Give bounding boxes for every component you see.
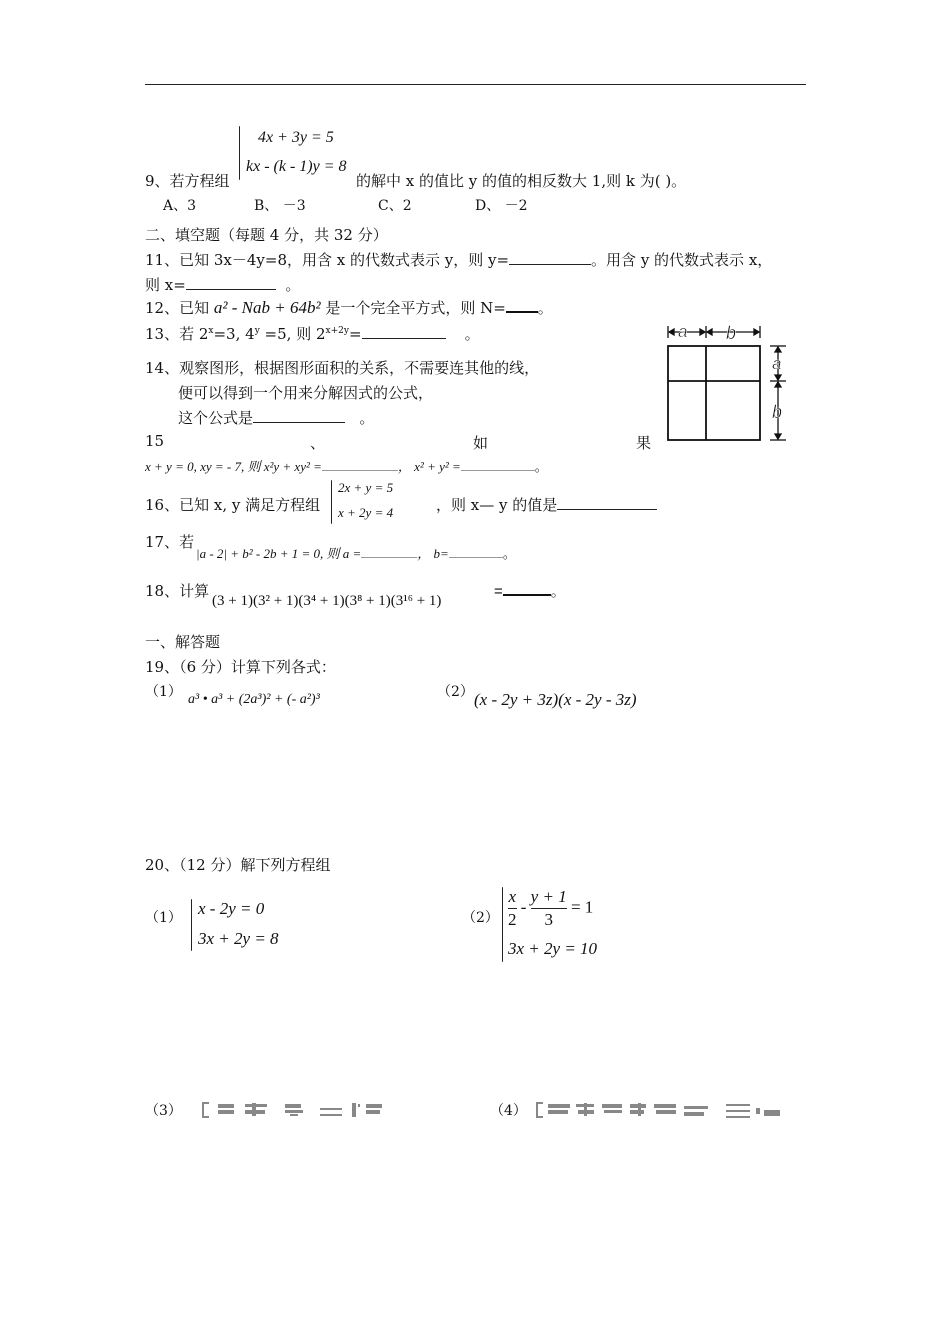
q19-part1-label: （1） — [145, 684, 182, 700]
q17-end: 。 — [502, 546, 516, 561]
q13-end: 。 — [464, 325, 480, 343]
q20-part2-minus: - — [520, 897, 527, 917]
q14-line3 — [178, 407, 374, 428]
q9-brace — [239, 126, 240, 180]
q13-text-b: =3, 4 — [213, 325, 255, 343]
q15-word-2: 果 — [636, 434, 652, 452]
figure-label-a-top: a — [678, 322, 688, 341]
q11-line1 — [145, 249, 772, 270]
q9-prefix: 9、若方程组 — [145, 172, 230, 190]
q20-part2-fraction-2 — [531, 886, 567, 931]
q13-blank — [362, 324, 446, 339]
q20-part2-frac1-num: x — [508, 886, 517, 909]
q15-sep: 、 — [310, 434, 326, 452]
q14-text-b: 。 — [359, 409, 375, 427]
q16-blank — [557, 495, 657, 510]
q19-part2-expression: (x - 2y + 3z)(x - 2y - 3z) — [474, 690, 637, 709]
q9-option-b: B、 －3 — [254, 198, 306, 214]
q17-blank-b — [449, 545, 503, 558]
q12-expression: a² - Nab + 64b² — [213, 298, 321, 317]
q15-word-1: 如 — [473, 434, 489, 452]
q9-equation-2: kx - (k - 1)y = 8 — [246, 158, 347, 175]
q11-text-b: 。用含 y 的代数式表示 x， — [591, 251, 773, 269]
q15-condition-line — [145, 456, 548, 475]
q15-blank-2 — [461, 458, 535, 471]
q12-prefix: 12、已知 — [145, 299, 210, 317]
q13-text-a: 13、若 2 — [145, 325, 209, 343]
q19-part2-label: （2） — [437, 684, 474, 700]
q16-equation-2: x + 2y = 4 — [338, 505, 394, 520]
q16-suffix: ，则 x— y 的值是 — [436, 496, 558, 514]
q12-blank — [506, 297, 538, 313]
q9-option-c: C、2 — [378, 198, 412, 214]
q20-part2-frac1-den: 2 — [508, 910, 517, 929]
q11-blank-x — [186, 275, 276, 290]
q20-part4-label: （4） — [490, 1103, 527, 1119]
q20-title: 20、（12 分）解下列方程组 — [145, 856, 331, 874]
figure-label-b-top: b — [726, 323, 737, 343]
q17-expression-line — [196, 543, 516, 562]
q16-prefix: 16、已知 x, y 满足方程组 — [145, 496, 321, 514]
q14-text-a: 这个公式是 — [178, 409, 254, 427]
q19-title: 19、（6 分）计算下列各式： — [145, 658, 336, 676]
q17-blank-a — [361, 545, 417, 558]
figure-label-b-side: b — [772, 402, 783, 422]
q19-part1-expression: a³ • a³ + (2a³)² + (- a²)³ — [188, 692, 320, 707]
q15-end: 。 — [534, 459, 548, 474]
q12-end: 。 — [537, 299, 553, 317]
q13-sup-c: x+2y — [325, 326, 349, 336]
q13-sup-a: x — [208, 326, 214, 336]
q20-part4-garbled-equation — [534, 1100, 786, 1120]
q15-condition: x + y = 0, xy = - 7, 则 x²y + xy² = — [145, 459, 322, 474]
q13-sup-b: y — [254, 326, 260, 336]
q20-part1-equation-2: 3x + 2y = 8 — [198, 929, 279, 948]
square-area-figure — [662, 318, 812, 446]
q11-text-a: 11、已知 3x－4y=8，用含 x 的代数式表示 y，则 y= — [145, 251, 510, 269]
q20-part3-garbled-equation — [200, 1100, 395, 1120]
q18-prefix: 18、计算 — [145, 582, 210, 600]
q17-expression: |a - 2| + b² - 2b + 1 = 0, 则 a = — [196, 546, 362, 561]
q9-option-a: A、3 — [163, 198, 197, 214]
q14-line1: 14、观察图形，根据图形面积的关系，不需要连其他的线， — [145, 359, 540, 377]
q9-option-d: D、 －2 — [475, 198, 528, 214]
q13-text-d: = — [348, 325, 362, 343]
q20-part2-label: （2） — [462, 910, 499, 926]
q20-part2-frac2-num: y + 1 — [531, 886, 567, 909]
q11-text-d: 。 — [285, 276, 301, 294]
q17-prefix: 17、若 — [145, 533, 195, 551]
q20-part2-fraction-1 — [508, 886, 517, 931]
figure-outer-square — [668, 346, 760, 440]
q20-part1-brace — [191, 899, 192, 951]
q17-mid: ， b= — [417, 546, 449, 561]
q20-part2-rhs: = 1 — [570, 897, 594, 917]
q20-part2-brace — [502, 887, 503, 962]
q20-part3-label: （3） — [145, 1103, 182, 1119]
q20-part2-equation-1 — [508, 886, 593, 931]
q15-blank-1 — [322, 458, 398, 471]
q16-equation-1: 2x + y = 5 — [338, 480, 394, 495]
q13-text-c: =5, 则 2 — [259, 325, 326, 343]
q9-suffix: 的解中 x 的值比 y 的值的相反数大 1,则 k 为( )。 — [356, 172, 687, 190]
q20-part2-equation-2: 3x + 2y = 10 — [508, 939, 598, 958]
header-rule — [145, 84, 806, 85]
q18-end: 。 — [550, 582, 566, 600]
q13-line — [145, 323, 480, 344]
q18-expression: (3 + 1)(3² + 1)(3⁴ + 1)(3⁸ + 1)(3¹⁶ + 1) — [212, 593, 442, 609]
q16-brace — [331, 480, 332, 524]
q20-part1-label: （1） — [145, 910, 182, 926]
q18-answer-line — [494, 580, 566, 601]
q11-blank-y — [509, 250, 591, 265]
q15-number: 15 — [145, 432, 165, 450]
q9-equation-1: 4x + 3y = 5 — [258, 129, 334, 146]
q18-equals: = — [494, 583, 503, 600]
q15-mid: ， x² + y² = — [397, 459, 461, 474]
q18-blank — [503, 580, 551, 596]
q12-line — [145, 297, 553, 318]
q11-text-c: 则 x= — [145, 276, 186, 294]
q20-part1-equation-1: x - 2y = 0 — [198, 899, 265, 918]
q11-line2 — [145, 274, 300, 295]
section-fill-in-heading: 二、填空题（每题 4 分，共 32 分） — [145, 226, 388, 244]
q16-suffix-line — [436, 494, 657, 515]
figure-label-a-side: a — [772, 354, 782, 373]
q20-part2-frac2-den: 3 — [544, 910, 553, 929]
q14-blank — [253, 408, 345, 423]
section-solve-heading: 一、解答题 — [145, 633, 221, 651]
q14-line2: 便可以得到一个用来分解因式的公式， — [178, 384, 434, 402]
q12-mid: 是一个完全平方式，则 N= — [325, 299, 506, 317]
